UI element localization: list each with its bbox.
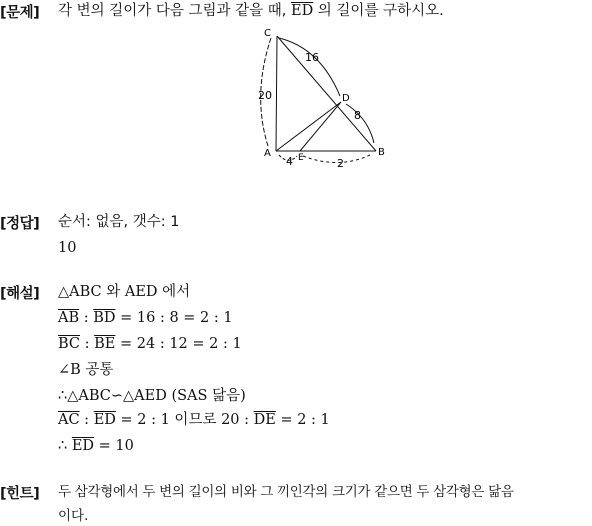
- answer-tag: [정답]: [0, 216, 40, 232]
- segment-ed: $\overline{ED}$: [290, 3, 314, 19]
- explanation-line-3: $\overline{BC}$ : $\overline{BE} = 24$ : 12 = 2 : 1: [58, 336, 242, 352]
- explanation-line-4: ∠B 공통: [58, 362, 114, 378]
- label-d: D: [342, 93, 350, 104]
- len-ac: 20: [258, 89, 272, 102]
- len-cd: 16: [305, 51, 319, 64]
- hint-line-1: 두 삼각형에서 두 변의 길이의 비와 그 끼인각의 크기가 같으면 두 삼각형은 닮음: [58, 484, 514, 500]
- len-ae: 4: [286, 155, 293, 168]
- explanation-line-6: $\overline{AC}$ : $\overline{ED} = 2$ : 1 이므로 20 : $\overline{DE} = 2$ : 1: [58, 412, 330, 428]
- explanation-tag: [해설]: [0, 286, 40, 302]
- answer-value: 10: [58, 240, 77, 256]
- explanation-line-1: △ABC 와 AED 에서: [58, 284, 191, 300]
- label-a: A: [264, 148, 271, 159]
- problem-text: 각 변의 길이가 다음 그림과 같을 때, $\overline{ED}$ 의 길이를 구하시오.: [58, 3, 444, 19]
- problem-tag: [문제]: [0, 5, 40, 21]
- explanation-line-5: ∴△ABC∽△AED (SAS 닮음): [58, 388, 246, 404]
- hint-line-2: 이다.: [58, 508, 89, 524]
- explanation-line-2: $\overline{AB}$ : $\overline{BD} = 16$ : 8 = 2 : 1: [58, 310, 233, 326]
- hint-tag: [힌트]: [0, 486, 40, 502]
- len-db: 8: [354, 109, 361, 122]
- explanation-line-7: ∴ $\overline{ED} = 10$: [58, 438, 134, 454]
- label-b: B: [378, 147, 385, 158]
- answer-line-1: 순서: 없음, 갯수: 1: [58, 214, 180, 230]
- len-eb: 2: [337, 157, 344, 170]
- label-e: E: [298, 153, 304, 163]
- label-c: C: [264, 28, 271, 39]
